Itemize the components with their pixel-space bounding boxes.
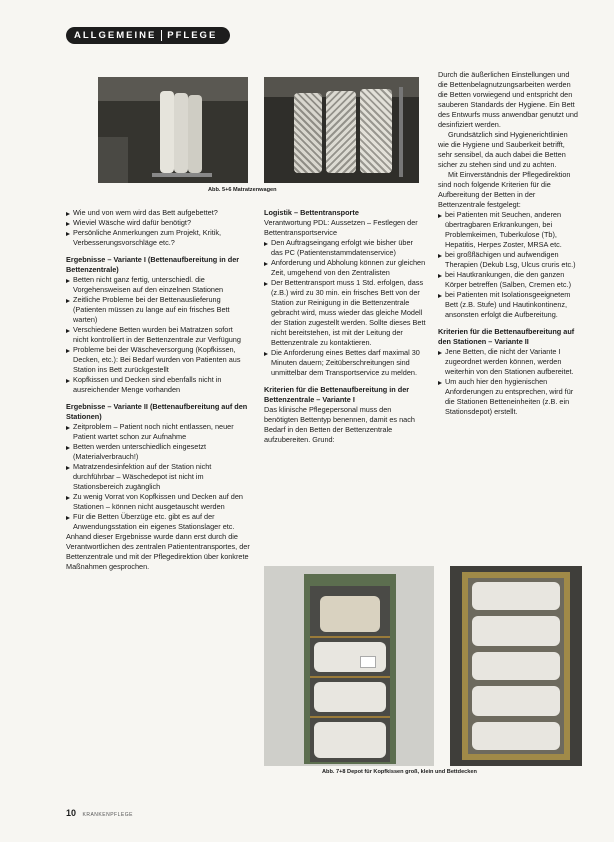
list-item: Zeitproblem – Patient noch nicht entlassen, neuer Patient wartet schon zur Aufnahme (66, 422, 250, 442)
section-header-bar (66, 27, 230, 44)
figure-caption-bottom: Abb. 7+8 Depot für Kopfkissen groß, klein und Bettdecken (322, 769, 477, 775)
list-item: bei großflächigen und aufwendigen Therapien (Dekub Lsg, Ulcus cruris etc.) (438, 250, 578, 270)
section-heading: Ergebnisse – Variante I (Bettenaufbereitung in der Bettenzentrale) (66, 255, 240, 274)
section-label-general: ALLGEMEINE (74, 30, 157, 41)
text-column-3 (438, 70, 578, 417)
results-v1-list (66, 275, 250, 395)
question-list (66, 208, 250, 248)
list-item: Persönliche Anmerkungen zum Projekt, Kritik, Verbesserungsvorschläge etc.? (66, 228, 250, 248)
photo-pillow-depot-1 (264, 566, 434, 766)
text-column-1 (66, 208, 250, 572)
list-item: Zeitliche Probleme bei der Bettenauslieferung (Patienten müssen zu lange auf ein frisches Bett warten) (66, 295, 250, 325)
list-item: Der Bettentransport muss 1 Std. erfolgen, dass (z.B.) wird zu 30 min. ein frisches Bett von der Station zur Reinigung in die Bettenzentrale gebracht wird, muss wieder das gleiche Modell der Station zugestellt werden. Sollte dieses Bett nicht bereitstehen, ist mit der Leitung der Bettenzentrale zu kontaktieren. (264, 278, 426, 348)
list-item: Wie und von wem wird das Bett aufgebettet? (66, 208, 250, 218)
list-item: Betten werden unterschiedlich eingesetzt (Materialverbrauch!) (66, 442, 250, 462)
publication-name: KRANKENPFLEGE (82, 812, 133, 818)
section-heading: Kriterien für die Bettenaufbereitung auf den Stationen – Variante II (438, 327, 575, 346)
text-column-2 (264, 208, 426, 445)
page-footer (66, 808, 133, 818)
body-paragraph: Grundsätzlich sind Hygienerichtlinien wie die Hygiene und Sauberkeit betrifft, sehr sensibel, da auch dabei die Betten sicher zu stehen sind und zu achten. (438, 130, 568, 169)
figure-caption-top: Abb. 5+6 Matratzenwagen (208, 187, 277, 193)
list-item: Wieviel Wäsche wird dafür benötigt? (66, 218, 250, 228)
photo-mattress-cart-2 (264, 77, 419, 183)
body-paragraph: Das klinische Pflegepersonal muss den benötigten Bettentyp benennen, damit es nach Bedarf in den Betten der Bettenzentrale aufzubereiten. Grund: (264, 405, 415, 444)
section-heading: Logistik – Bettentransporte (264, 208, 359, 217)
list-item: bei Patienten mit Isolationsgeeignetem Bett (z.B. Stufe) und Hautinkontinenz, ansonsten erfolgt die Aufbereitung. (438, 290, 578, 320)
page-number: 10 (66, 808, 77, 818)
section-heading: Kriterien für die Bettenaufbereitung in der Bettenzentrale – Variante I (264, 385, 410, 404)
photo-mattress-cart-1 (98, 77, 248, 183)
list-item: Verschiedene Betten wurden bei Matratzen sofort nicht kontrolliert in der Bettenzentrale zur Verfügung (66, 325, 250, 345)
results-v2-list (66, 422, 250, 532)
list-item: Probleme bei der Wäscheversorgung (Kopfkissen, Decken, etc.): Bei Bedarf wurden von Patienten aus Station ins Bett zurückgestellt (66, 345, 250, 375)
logistics-list (264, 238, 426, 378)
list-item: Jene Betten, die nicht der Variante I zugeordnet werden können, werden weiterhin von den Stationen aufbereitet. (438, 347, 578, 377)
header-divider (161, 30, 162, 41)
criteria-v2-list (438, 347, 578, 417)
list-item: Matratzendesinfektion auf der Station nicht durchführbar – Wäschedepot ist nicht im Stationsbereich zugänglich (66, 462, 250, 492)
list-item: Um auch hier den hygienischen Anforderungen zu entsprechen, wird für die Stationen Betteneinheiten (z.B. ein Stationsdepot) erstellt. (438, 377, 578, 417)
body-paragraph: Anhand dieser Ergebnisse wurde dann erst durch die Verantwortlichen des zentralen Patiententransportes, der Bettenzentrale und mit der Pflegedirektion über konkrete Maßnahmen gesprochen. (66, 532, 250, 571)
list-item: Betten nicht ganz fertig, unterschiedl. die Vorgehensweisen auf den einzelnen Stationen (66, 275, 250, 295)
list-item: Kopfkissen und Decken sind ebenfalls nicht in ausreichender Menge vorhanden (66, 375, 250, 395)
section-heading: Ergebnisse – Variante II (Bettenaufbereitung auf den Stationen) (66, 402, 248, 421)
section-label-care: PFLEGE (167, 30, 218, 41)
photo-pillow-depot-2 (450, 566, 582, 766)
criteria-v1-list (438, 210, 578, 320)
list-item: Zu wenig Vorrat von Kopfkissen und Decken auf den Stationen – können nicht ausgetauscht werden (66, 492, 250, 512)
body-paragraph: Mit Einverständnis der Pflegedirektion sind noch folgende Kriterien für die Aufbereitung der Betten in der Bettenzentrale festgelegt: (438, 170, 571, 209)
list-item: Die Anforderung eines Bettes darf maximal 30 Minuten dauern; Zeitüberschreitungen sind unmittelbar dem Transportservice zu melden. (264, 348, 426, 378)
list-item: Für die Betten Überzüge etc. gibt es auf der Anwendungsstation ein eigenes Stationslager etc. (66, 512, 250, 532)
body-paragraph: Durch die äußerlichen Einstellungen und die Bettenbelagnutzungsarbeiten werden die Betten vorwiegend und entspricht den sauberen Standards der Hygiene. Ein Bett des Entwurfs muss anwendbar genutzt und desinfiziert werden. (438, 70, 578, 129)
list-item: bei Patienten mit Seuchen, anderen übertragbaren Erkrankungen, bei Problemkeimen, Tuberkulose (Tb), Hepatitis, Herpes Zoster, MRSA etc. (438, 210, 578, 250)
list-item: bei Hautkrankungen, die den ganzen Körper betreffen (Salben, Cremen etc.) (438, 270, 578, 290)
list-item: Anforderung und Abholung können zur gleichen Zeit, umgehend von den Zentralisten (264, 258, 426, 278)
body-paragraph: Verantwortung PDL: Aussetzen – Festlegen der Bettentransportservice (264, 218, 418, 237)
list-item: Den Auftragseingang erfolgt wie bisher über das PC (Patientenstammdatenservice) (264, 238, 426, 258)
